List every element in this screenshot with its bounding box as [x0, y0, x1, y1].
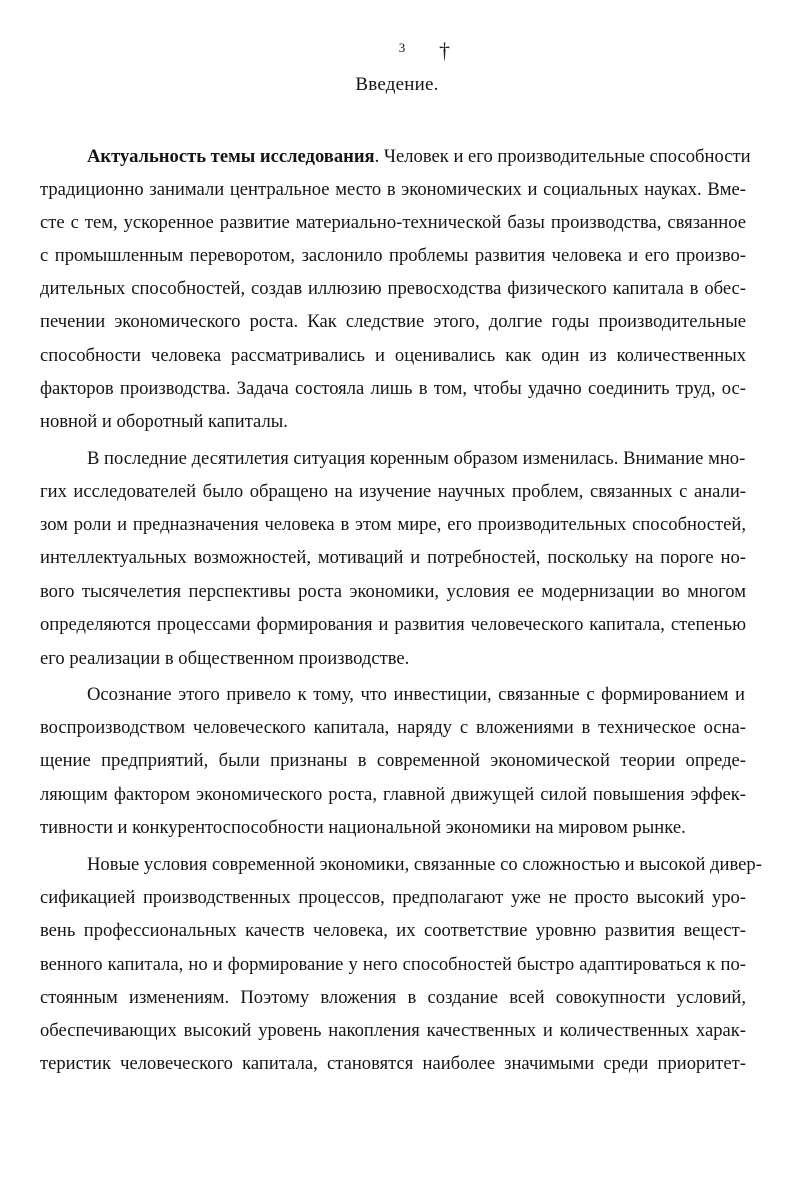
paragraph-1-line-9: новной и оборотный капиталы.: [40, 411, 288, 432]
paragraph-1-line-7: способности человека рассматривались и оценивались как один из количественных: [40, 345, 746, 366]
paragraph-3-line-2: воспроизводством человеческого капитала, наряду с вложениями в техническое осна-: [40, 717, 746, 738]
paragraph-4-line-5: стоянным изменениям. Поэтому вложения в создание всей совокупности условий,: [40, 987, 746, 1008]
paragraph-1-line-4: с промышленным переворотом, заслонило проблемы развития человека и его произво-: [40, 245, 746, 266]
paragraph-4-line-4: венного капитала, но и формирование у него способностей быстро адаптироваться к по-: [40, 954, 746, 975]
paragraph-2-line-2: гих исследователей было обращено на изучение научных проблем, связанных с анали-: [40, 481, 746, 502]
paragraph-4-line-1: Новые условия современной экономики, связанные со сложностью и высокой дивер-: [87, 854, 762, 875]
relevance-heading: Актуальность темы исследования: [87, 146, 375, 167]
paragraph-2-line-3: зом роли и предназначения человека в этом мире, его производительных способностей,: [40, 514, 746, 535]
paragraph-2-line-7: его реализации в общественном производстве.: [40, 648, 410, 669]
paragraph-3-line-5: тивности и конкурентоспособности национальной экономики на мировом рынке.: [40, 817, 686, 838]
paragraph-3-line-3: щение предприятий, были признаны в современной экономической теории опреде-: [40, 750, 746, 771]
paragraph-1-lead-text: . Человек и его производительные способности: [374, 146, 751, 167]
paragraph-4-line-7: теристик человеческого капитала, становятся наиболее значимыми среди приоритет-: [40, 1053, 746, 1074]
paragraph-3-line-1: Осознание этого привело к тому, что инвестиции, связанные с формированием и: [87, 684, 745, 705]
paragraph-3-line-4: ляющим фактором экономического роста, главной движущей силой повышения эффек-: [40, 784, 746, 805]
page-number: 3: [398, 40, 406, 55]
paragraph-1-line-6: печении экономического роста. Как следствие этого, долгие годы производительные: [40, 311, 746, 332]
paragraph-1-line-2: традиционно занимали центральное место в экономических и социальных науках. Вме-: [40, 179, 746, 200]
paragraph-1-line-8: факторов производства. Задача состояла лишь в том, чтобы удачно соединить труд, ос-: [40, 378, 746, 399]
paragraph-2-line-5: вого тысячелетия перспективы роста экономики, условия ее модернизации во многом: [40, 581, 746, 602]
paragraph-4-line-2: сификацией производственных процессов, предполагают уже не просто высокий уро-: [40, 887, 746, 908]
paragraph-2-line-6: определяются процессами формирования и развития человеческого капитала, степенью: [40, 614, 746, 635]
paragraph-1-line-3: сте с тем, ускоренное развитие материально-технической базы производства, связанное: [40, 212, 746, 233]
paragraph-2-line-1: В последние десятилетия ситуация коренным образом изменилась. Внимание мно-: [87, 448, 746, 469]
paragraph-1-line-5: дительных способностей, создав иллюзию превосходства физического капитала в обес-: [40, 278, 746, 299]
paragraph-2-line-4: интеллектуальных возможностей, мотиваций и потребностей, поскольку на пороге но-: [40, 547, 746, 568]
paragraph-4-line-6: обеспечивающих высокий уровень накопления качественных и количественных харак-: [40, 1020, 746, 1041]
handwritten-mark: †: [439, 38, 450, 63]
paragraph-4-line-3: вень профессиональных качеств человека, их соответствие уровню развития вещест-: [40, 920, 746, 941]
section-title: Введение.: [355, 74, 439, 95]
paragraph-1-line-1: [87, 146, 751, 168]
